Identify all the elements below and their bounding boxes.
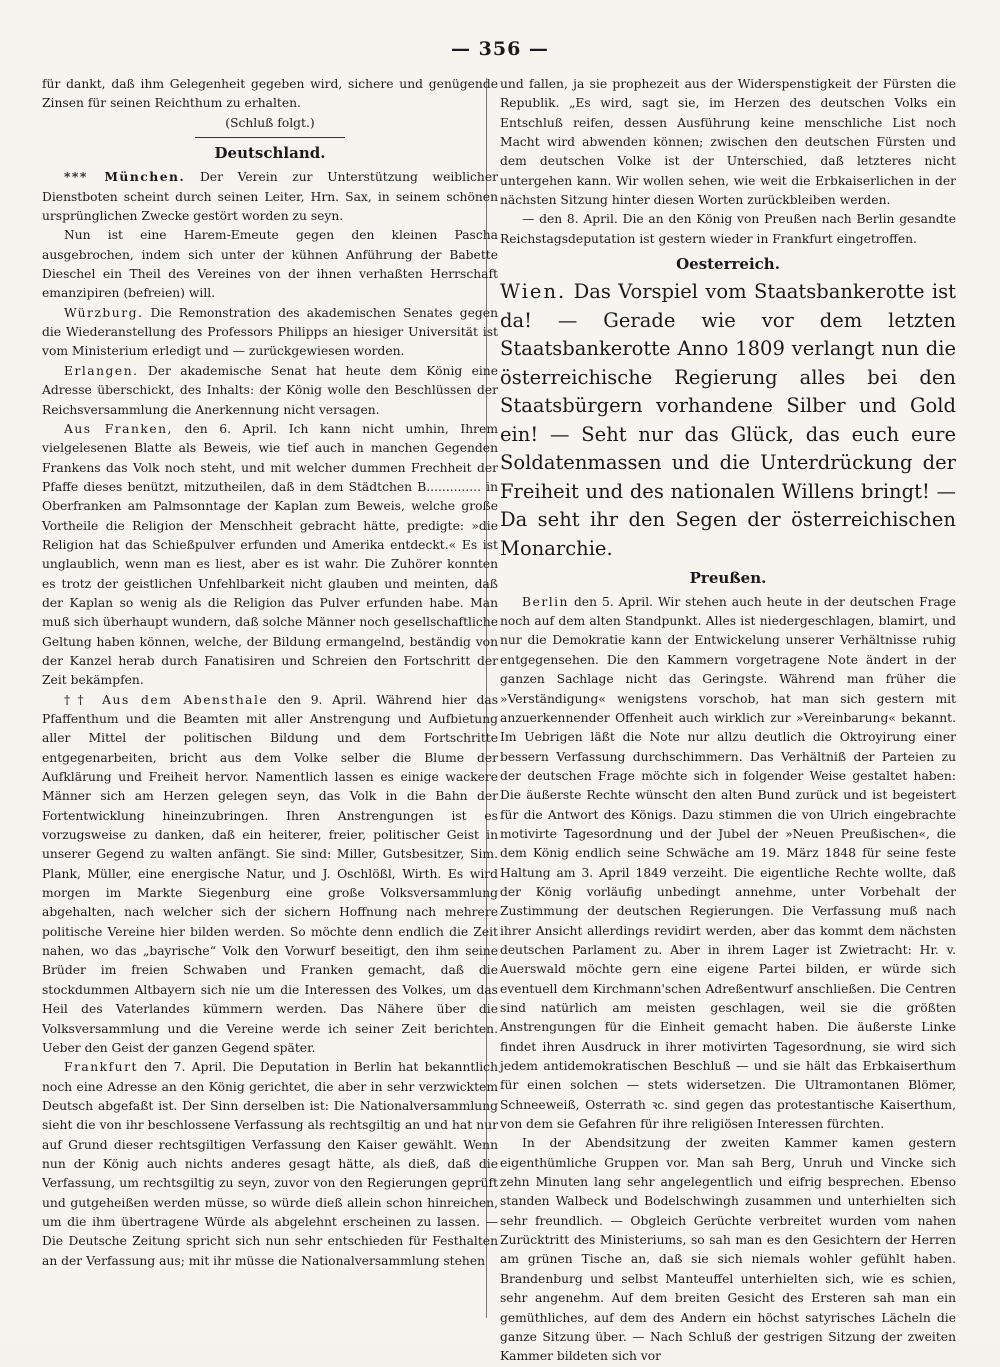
dateline-berlin: Berlin: [522, 594, 569, 609]
dateline-frankfurt: Frankfurt: [64, 1060, 138, 1075]
article-wien-text: Das Vorspiel vom Staatsbankerotte ist da! — Gerade wie vor dem letzten Staatsbankerotte Anno 1809 verlangt nun die österreichische Regierung alles bei den Staatsbürgern vorhandene Silber und Gold ein! — Seht nur das Glück, das euch eure Soldatenmassen und die Unterdrückung der Freiheit und des nationalen Willens bringt! — Da seht ihr den Segen der österreichischen Monarchie.: [500, 280, 956, 560]
left-column: [42, 75, 498, 1271]
dateline-muenchen: *** München.: [64, 169, 186, 185]
article-continuation: für dankt, daß ihm Gelegenheit gegeben wird, sichere und genügende Zinsen für seinen Reichthum zu erhalten.: [42, 77, 498, 111]
article-abensthale: [42, 691, 498, 1059]
page-number: — 356 —: [451, 38, 549, 60]
article-frankfurt-text: den 7. April. Die Deputation in Berlin hat bekanntlich noch eine Adresse an den König gerichtet, die aber in sehr verzwicktem Deutsch abgefaßt ist. Der Sinn derselben ist: Die Nationalversammlung sieht die von ihr beschlossene Verfassung als rechtsgiltig an und hat nur auf Grund dieser rechtsgiltigen Verfassung den Kaiser gewählt. Wenn nun der König auch nichts anderes gesagt hätte, als dieß, daß die Verfassung, um rechtsgiltig zu seyn, zuvor von den Regierungen geprüft und gutgeheißen werden müsse, so würde dieß allein schon hinreichen, um die ihm übertragene Würde als abgelehnt erscheinen zu lassen. — Die Deutsche Zeitung spricht sich nun sehr entschieden für Festhalten an der Verfassung aus; mit ihr müsse die Nationalversammlung stehen: [42, 1060, 498, 1268]
article-franken-text: den 6. April. Ich kann nicht umhin, Ihrem vielgelesenen Blatte als Beweis, wie tief auch in manchen Gegenden Frankens das Volk noch steht, und mit welcher dummen Frechheit der Pfaffe dieses benützt, mitzutheilen, daß in dem Städtchen B.............. in Oberfranken am Palmsonntage der Kaplan zum Beweis, welche große Vortheile die Religion der Menschheit gebracht hätte, predigte: »die Religion hat das Schießpulver erfunden und Amerika entdeckt.« Es ist unglaublich, wenn man es liest, aber es ist wahr. Die Zuhörer konnten es trotz der geistlichen Unfehlbarkeit nicht glauben und meinten, daß der Kaplan so wenig als die Religion das Pulver erfunden habe. Man muß sich überhaupt wundern, daß solche Männer noch gesellschaftliche Geltung haben können, welche, der Bildung ermangelnd, beständig von der Kanzel herab durch Fanatisiren und Schreien den Fortschritt der Zeit bekämpfen.: [42, 421, 498, 688]
section-heading-deutschland: Deutschland.: [214, 144, 326, 163]
article-abensthale-text: den 9. April. Während hier das Pfaffenthum und die Beamten mit aller Anstrengung und Aufbietung aller Mittel der politischen Bildung und dem Fortschritte entgegenarbeiten, bricht aus dem Volke selber die Blume der Aufklärung und Freiheit hervor. Namentlich lassen es einige wackere Männer sich am Herzen gelegen seyn, das Volk in die Bahn der Fortentwicklung hineinzubringen. Ihren Anstrengungen ist es vorzugsweise zu danken, daß ein heiterer, freier, politischer Geist in unserer Gegend zu walten anfängt. Sie sind: Miller, Gutsbesitzer, Sim. Plank, Müller, eine energische Natur, und J. Oschlößl, Wirth. Es wird morgen im Markte Siegenburg eine große Volksversammlung abgehalten, nach welcher sich der sichern Hoffnung nach mehrere politische Vereine hier bilden werden. So möchte denn endlich die Zeit nahen, wo das „bayrische“ Volk den Vorwurf beseitigt, den ihm seine Brüder im freien Schwaben und Franken gemacht, daß die stockdummen Altbayern sich nie um die Interessen des Volkes, um das Heil des Vaterlandes kümmern werden. Das Nähere über die Volksversammlung und die Vereine werde ich seiner Zeit berichten. Ueber den Geist der ganzen Gegend später.: [42, 692, 499, 1055]
article-berlin-text: den 5. April. Wir stehen auch heute in der deutschen Frage noch auf dem alten Standpunkt. Alles ist niedergeschlagen, blamirt, und nur die Demokratie kann der Entwickelung unserer Verhältnisse ruhig entgegensehen. Die den Kammern vorgetragene Note ändert in der ganzen Sachlage nicht das Geringste. Während man früher die »Verständigung« wenigstens vorschob, hat man sich gestern mit anzuerkennender Offenheit auch wirklich zur »Vereinbarung« bekannt. Im Uebrigen läßt die Note nur allzu deutlich die Oktroyirung einer bessern Verfassung durchschimmern. Das Verhältniß der Parteien zu der deutschen Frage möchte sich in folgender Weise gestaltet haben: Die äußerste Rechte wünscht den alten Bund zurück und ist begeistert für die Antwort des Königs. Dazu stimmen die von Ulrich eingebrachte motivirte Tagesordnung und der Jubel der »Neuen Preußischen«, die dem König endlich seine Schwäche am 19. März 1848 für seine feste Haltung am 3. April 1849 verzeiht. Die eigentliche Rechte wollte, daß der König vorläufig unbedingt annehme, unter Vorbehalt der Zustimmung der deutschen Regierungen. Die Verfassung muß nach ihrer Ansicht allerdings revidirt werden, aber das kommt dem nächsten deutschen Parlament zu. Aber in ihrem Lager ist Zwietracht: Hr. v. Auerswald möchte gern eine eigene Partei bilden, er würde sich eventuell dem Kirchmann'schen Adreßentwurf anschließen. Die Centren sind natürlich am meisten geschlagen, weil sie die größten Anstrengungen für die Einheit gemacht haben. Die äußerste Linke findet ihren Ausdruck in ihrer motivirten Tagesordnung, sie wird sich jedem antidemokratischen Beschluß — und sie hält das Erbkaiserthum für einen solchen — stets widersetzen. Die Ultramontanen Blömer, Schneeweiß, Osterrath ꝛc. sind gegen das protestantische Kaiserthum, von dem sie Gefahren für ihre religiösen Interessen fürchten.: [500, 594, 956, 1132]
article-harem-emeute: Nun ist eine Harem-Emeute gegen den kleinen Pascha ausgebrochen, indem sich unter der kühnen Anführung der Babette Dieschel ein Theil des Vereines von der ihnen verhaßten Herrschaft emanzipiren (befreien) will.: [42, 228, 498, 301]
article-berlin: [500, 593, 956, 1135]
article-wuerzburg: [42, 304, 498, 362]
article-wien: [500, 278, 956, 563]
dateline-abensthale: †† Aus dem Abensthale: [64, 692, 269, 707]
article-muenchen: [42, 167, 498, 226]
dateline-franken: Aus Franken,: [64, 421, 173, 436]
article-franken: [42, 420, 498, 691]
dateline-wuerzburg: Würzburg.: [64, 305, 144, 320]
dateline-wien: Wien.: [500, 280, 567, 304]
right-column: [500, 75, 956, 1367]
to-be-continued-note: (Schluß folgt.): [225, 115, 315, 130]
article-abendsitzung: In der Abendsitzung der zweiten Kammer kamen gestern eigenthümliche Gruppen vor. Man sah Berg, Unruh und Vincke sich zehn Minuten lang sehr angelegentlich und eifrig besprechen. Ebenso standen Walbeck und Bodelschwingh zusammen und unterhielten sich sehr freundlich. — Obgleich Gerüchte verbreitet wurden vom nahen Zurücktritt des Ministeriums, so sah man es den Gesichtern der Herren am grünen Tische an, daß sie sich niemals wohler gefühlt haben. Brandenburg und selbst Manteuffel unterhielten sich, wie es schien, sehr angenehm. Auf dem breiten Gesicht des Ersteren sah man ein gemüthliches, auf dem des Andern ein höchst satyrisches Lächeln die ganze Sitzung über. — Nach Schluß der gestrigen Sitzung der zweiten Kammer bildeten sich vor: [500, 1136, 956, 1364]
section-heading-oesterreich: Oesterreich.: [676, 255, 780, 274]
article-frankfurt: [42, 1058, 498, 1271]
article-erlangen-text: Der akademische Senat hat heute dem König eine Adresse überschickt, des Inhalts: der König wolle den Beschlüssen der Reichsversammlung die Anerkennung nicht versagen.: [42, 363, 498, 417]
section-heading-preussen: Preußen.: [689, 569, 767, 588]
article-frankfurt-april8: — den 8. April. Die an den König von Preußen nach Berlin gesandte Reichstagsdeputation ist gestern wieder in Frankfurt eingetroffen.: [500, 212, 956, 246]
section-rule: [195, 137, 345, 138]
article-wuerzburg-text: Die Remonstration des akademischen Senates gegen die Wiederanstellung des Professors Philipps an hiesiger Universität ist vom Ministerium erledigt und — zurückgewiesen worden.: [42, 305, 498, 359]
dateline-erlangen: Erlangen.: [64, 363, 139, 378]
article-frankfurt-continuation: und fallen, ja sie prophezeit aus der Widerspenstigkeit der Fürsten die Republik. „Es wird, sagt sie, im Herzen des deutschen Volks ein Entschluß reifen, dessen Ausführung keine menschliche List noch Macht wird abwenden können; zwischen den deutschen Fürsten und dem deutschen Volke ist der Unterschied, daß letzteres nicht untergehen kann. Wir wollen sehen, wie weit die Erbkaiserlichen in der nächsten Sitzung hinter diesen Worten zurückbleiben werden.: [500, 77, 956, 208]
article-erlangen: [42, 362, 498, 420]
article-muenchen-text: Der Verein zur Unterstützung weiblicher Dienstboten scheint durch seinen Leiter, Hrn. Sax, in seinem schönen ursprünglichen Zwecke gestört worden zu seyn.: [42, 170, 498, 224]
